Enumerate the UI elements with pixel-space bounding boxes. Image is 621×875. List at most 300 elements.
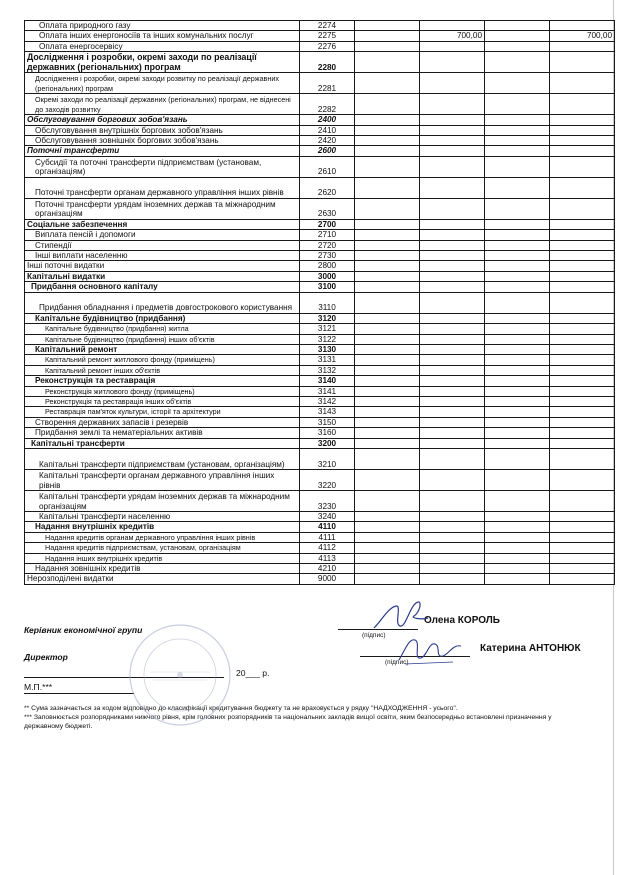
value-col3-cell <box>485 448 550 469</box>
value-col4-cell <box>550 428 615 438</box>
row-name-cell: Придбання землі та нематеріальних активів <box>25 428 300 438</box>
row-code-cell: 2710 <box>300 230 355 240</box>
value-col3-cell <box>485 125 550 135</box>
row-name-cell: Придбання обладнання і предметів довгострокового користування <box>25 292 300 313</box>
value-col3-cell <box>485 376 550 386</box>
value-col1-cell <box>355 334 420 344</box>
value-col4-cell <box>550 292 615 313</box>
table-row <box>25 240 615 250</box>
row-name-cell: Оплата природного газу <box>25 21 300 31</box>
row-code-cell: 2282 <box>300 94 355 115</box>
row-code-cell: 4111 <box>300 532 355 542</box>
signature-scribble-1 <box>370 598 430 636</box>
value-col3-cell <box>485 386 550 396</box>
value-col1-cell <box>355 313 420 323</box>
row-name-cell: Капітальні видатки <box>25 271 300 281</box>
value-col1-cell <box>355 490 420 511</box>
footnote-2: *** Заповнюється розпорядниками нижчого рівня, крім головних розпорядників та національних закладів вищої освіти, яким безпосередньо встановлені призначення у державному бюджеті. <box>24 714 552 730</box>
table-row <box>25 219 615 229</box>
official-stamp-icon <box>125 620 235 730</box>
row-name-cell: Субсидії та поточні трансферти підприємствам (установам, організаціям) <box>25 156 300 177</box>
table-row <box>25 52 615 73</box>
value-col1-cell <box>355 115 420 125</box>
row-code-cell: 2610 <box>300 156 355 177</box>
row-name-cell: Капітальні трансферти <box>25 438 300 448</box>
value-col1-cell <box>355 271 420 281</box>
row-code-cell: 3230 <box>300 490 355 511</box>
value-col1-cell <box>355 428 420 438</box>
row-code-cell: 2620 <box>300 177 355 198</box>
value-col2-cell <box>420 240 485 250</box>
value-col4-cell: 700,00 <box>550 31 615 41</box>
director-label: Директор <box>24 652 68 662</box>
table-row <box>25 271 615 281</box>
value-col1-cell <box>355 417 420 427</box>
value-col1-cell <box>355 251 420 261</box>
table-row <box>25 417 615 427</box>
table-row <box>25 41 615 51</box>
value-col1-cell <box>355 136 420 146</box>
value-col2-cell <box>420 292 485 313</box>
row-code-cell: 2274 <box>300 21 355 31</box>
value-col2-cell <box>420 21 485 31</box>
row-name-cell: Поточні трансферти органам державного управління інших рівнів <box>25 177 300 198</box>
value-col4-cell <box>550 146 615 156</box>
value-col4-cell <box>550 73 615 94</box>
value-col2-cell <box>420 532 485 542</box>
table-row <box>25 261 615 271</box>
row-code-cell: 3220 <box>300 469 355 490</box>
table-row <box>25 490 615 511</box>
table-row <box>25 522 615 532</box>
row-code-cell: 3122 <box>300 334 355 344</box>
value-col1-cell <box>355 574 420 584</box>
row-code-cell: 3132 <box>300 365 355 375</box>
value-col1-cell <box>355 73 420 94</box>
row-name-cell: Реставрація пам'яток культури, історії та архітектури <box>25 407 300 417</box>
row-code-cell: 3000 <box>300 271 355 281</box>
table-row <box>25 230 615 240</box>
value-col4-cell <box>550 553 615 563</box>
value-col3-cell <box>485 490 550 511</box>
value-col2-cell <box>420 334 485 344</box>
value-col1-cell <box>355 292 420 313</box>
value-col4-cell <box>550 376 615 386</box>
value-col1-cell <box>355 355 420 365</box>
value-col3-cell <box>485 261 550 271</box>
value-col4-cell <box>550 271 615 281</box>
value-col4-cell <box>550 94 615 115</box>
row-code-cell: 2420 <box>300 136 355 146</box>
value-col4-cell <box>550 125 615 135</box>
row-code-cell: 2281 <box>300 73 355 94</box>
value-col4-cell <box>550 219 615 229</box>
row-code-cell: 4210 <box>300 564 355 574</box>
signature-caption-2: (підпис) <box>385 659 409 666</box>
row-name-cell: Реконструкція житлового фонду (приміщень) <box>25 386 300 396</box>
value-col1-cell <box>355 386 420 396</box>
value-col2-cell: 700,00 <box>420 31 485 41</box>
row-name-cell: Обслуговування зовнішніх боргових зобов'язань <box>25 136 300 146</box>
row-name-cell: Надання інших внутрішніх кредитів <box>25 553 300 563</box>
value-col3-cell <box>485 417 550 427</box>
row-name-cell: Капітальний ремонт житлового фонду (приміщень) <box>25 355 300 365</box>
value-col3-cell <box>485 355 550 365</box>
table-row <box>25 344 615 354</box>
value-col1-cell <box>355 564 420 574</box>
value-col3-cell <box>485 324 550 334</box>
value-col2-cell <box>420 448 485 469</box>
row-code-cell: 3142 <box>300 396 355 406</box>
row-name-cell: Поточні трансферти урядам іноземних держав та міжнародним організаціям <box>25 198 300 219</box>
table-row <box>25 198 615 219</box>
value-col3-cell <box>485 334 550 344</box>
row-name-cell: Інші виплати населенню <box>25 251 300 261</box>
value-col2-cell <box>420 282 485 292</box>
row-name-cell: Придбання основного капіталу <box>25 282 300 292</box>
row-name-cell: Окремі заходи по реалізації державних (регіональних) програм, не віднесені до заходів розвитку <box>25 94 300 115</box>
value-col2-cell <box>420 177 485 198</box>
value-col2-cell <box>420 115 485 125</box>
value-col4-cell <box>550 21 615 31</box>
value-col3-cell <box>485 52 550 73</box>
row-name-cell: Капітальні трансферти урядам іноземних держав та міжнародним організаціям <box>25 490 300 511</box>
value-col3-cell <box>485 438 550 448</box>
row-code-cell: 3140 <box>300 376 355 386</box>
value-col2-cell <box>420 125 485 135</box>
value-col3-cell <box>485 365 550 375</box>
value-col4-cell <box>550 543 615 553</box>
value-col2-cell <box>420 407 485 417</box>
table-row <box>25 136 615 146</box>
row-name-cell: Капітальне будівництво (придбання) житла <box>25 324 300 334</box>
value-col3-cell <box>485 156 550 177</box>
value-col3-cell <box>485 41 550 51</box>
value-col4-cell <box>550 156 615 177</box>
value-col2-cell <box>420 344 485 354</box>
value-col1-cell <box>355 156 420 177</box>
value-col1-cell <box>355 31 420 41</box>
value-col2-cell <box>420 41 485 51</box>
value-col3-cell <box>485 574 550 584</box>
value-col4-cell <box>550 344 615 354</box>
value-col4-cell <box>550 522 615 532</box>
row-code-cell: 4113 <box>300 553 355 563</box>
value-col2-cell <box>420 574 485 584</box>
value-col1-cell <box>355 344 420 354</box>
value-col3-cell <box>485 251 550 261</box>
value-col2-cell <box>420 386 485 396</box>
table-row <box>25 313 615 323</box>
value-col2-cell <box>420 564 485 574</box>
value-col4-cell <box>550 574 615 584</box>
row-code-cell: 3160 <box>300 428 355 438</box>
table-row <box>25 564 615 574</box>
value-col3-cell <box>485 115 550 125</box>
mp-label: М.П.*** <box>24 682 53 692</box>
value-col4-cell <box>550 177 615 198</box>
value-col3-cell <box>485 146 550 156</box>
row-name-cell: Капітальний ремонт <box>25 344 300 354</box>
value-col2-cell <box>420 52 485 73</box>
row-code-cell: 2400 <box>300 115 355 125</box>
person-name-2: Катерина АНТОНЮК <box>480 643 581 654</box>
value-col3-cell <box>485 532 550 542</box>
value-col2-cell <box>420 469 485 490</box>
value-col2-cell <box>420 136 485 146</box>
value-col4-cell <box>550 396 615 406</box>
row-code-cell: 3110 <box>300 292 355 313</box>
row-name-cell: Надання внутрішніх кредитів <box>25 522 300 532</box>
row-name-cell: Реконструкція та реставрація <box>25 376 300 386</box>
row-name-cell: Капітальне будівництво (придбання) <box>25 313 300 323</box>
value-col1-cell <box>355 396 420 406</box>
row-code-cell: 3240 <box>300 511 355 521</box>
value-col1-cell <box>355 282 420 292</box>
table-row <box>25 386 615 396</box>
value-col4-cell <box>550 313 615 323</box>
row-code-cell: 2700 <box>300 219 355 229</box>
value-col2-cell <box>420 251 485 261</box>
row-name-cell: Оплата інших енергоносіїв та інших комунальних послуг <box>25 31 300 41</box>
row-code-cell: 2276 <box>300 41 355 51</box>
table-row <box>25 438 615 448</box>
value-col1-cell <box>355 376 420 386</box>
table-row <box>25 73 615 94</box>
table-row <box>25 94 615 115</box>
row-code-cell: 3120 <box>300 313 355 323</box>
row-code-cell: 3210 <box>300 448 355 469</box>
value-col2-cell <box>420 365 485 375</box>
signature-scribble-2 <box>395 632 465 668</box>
value-col1-cell <box>355 543 420 553</box>
value-col4-cell <box>550 438 615 448</box>
value-col2-cell <box>420 324 485 334</box>
value-col1-cell <box>355 230 420 240</box>
row-name-cell: Капітальний ремонт інших об'єктів <box>25 365 300 375</box>
value-col4-cell <box>550 564 615 574</box>
value-col3-cell <box>485 522 550 532</box>
date-suffix: 20___ р. <box>236 668 270 678</box>
table-row <box>25 376 615 386</box>
value-col4-cell <box>550 324 615 334</box>
value-col4-cell <box>550 251 615 261</box>
value-col2-cell <box>420 417 485 427</box>
value-col1-cell <box>355 177 420 198</box>
table-row <box>25 292 615 313</box>
value-col2-cell <box>420 438 485 448</box>
table-row <box>25 355 615 365</box>
value-col2-cell <box>420 313 485 323</box>
row-name-cell: Поточні трансферти <box>25 146 300 156</box>
row-name-cell: Реконструкція та реставрація інших об'єктів <box>25 396 300 406</box>
table-row <box>25 334 615 344</box>
row-code-cell: 3143 <box>300 407 355 417</box>
value-col3-cell <box>485 282 550 292</box>
value-col3-cell <box>485 240 550 250</box>
row-code-cell: 3130 <box>300 344 355 354</box>
footnote-1: ** Сума зазначається за кодом відповідно до класифікації кредитування бюджету та не враховується у рядку "НАДХОДЖЕННЯ - усього". <box>24 705 458 712</box>
value-col3-cell <box>485 428 550 438</box>
value-col1-cell <box>355 52 420 73</box>
value-col2-cell <box>420 428 485 438</box>
value-col4-cell <box>550 41 615 51</box>
value-col4-cell <box>550 136 615 146</box>
row-code-cell: 3141 <box>300 386 355 396</box>
value-col1-cell <box>355 448 420 469</box>
value-col1-cell <box>355 407 420 417</box>
value-col1-cell <box>355 438 420 448</box>
row-name-cell: Стипендії <box>25 240 300 250</box>
value-col2-cell <box>420 146 485 156</box>
value-col3-cell <box>485 219 550 229</box>
table-row <box>25 156 615 177</box>
value-col1-cell <box>355 146 420 156</box>
value-col4-cell <box>550 261 615 271</box>
value-col2-cell <box>420 511 485 521</box>
value-col4-cell <box>550 240 615 250</box>
value-col1-cell <box>355 532 420 542</box>
row-code-cell: 3150 <box>300 417 355 427</box>
value-col4-cell <box>550 386 615 396</box>
head-econ-label: Керівник економічної групи <box>24 625 143 635</box>
table-row <box>25 31 615 41</box>
table-row <box>25 469 615 490</box>
row-name-cell: Нерозподілені видатки <box>25 574 300 584</box>
row-name-cell: Інші поточні видатки <box>25 261 300 271</box>
value-col4-cell <box>550 334 615 344</box>
value-col4-cell <box>550 511 615 521</box>
row-code-cell: 2600 <box>300 146 355 156</box>
row-name-cell: Обслуговування внутрішніх боргових зобов'язань <box>25 125 300 135</box>
value-col4-cell <box>550 198 615 219</box>
value-col3-cell <box>485 198 550 219</box>
value-col2-cell <box>420 355 485 365</box>
row-code-cell: 3131 <box>300 355 355 365</box>
value-col1-cell <box>355 219 420 229</box>
table-row <box>25 21 615 31</box>
value-col1-cell <box>355 365 420 375</box>
row-name-cell: Надання кредитів підприємствам, установам, організаціям <box>25 543 300 553</box>
value-col2-cell <box>420 156 485 177</box>
table-row <box>25 553 615 563</box>
value-col4-cell <box>550 469 615 490</box>
row-name-cell: Виплата пенсій і допомоги <box>25 230 300 240</box>
value-col4-cell <box>550 355 615 365</box>
value-col3-cell <box>485 313 550 323</box>
table-row <box>25 511 615 521</box>
table-row <box>25 448 615 469</box>
value-col3-cell <box>485 94 550 115</box>
value-col2-cell <box>420 543 485 553</box>
value-col2-cell <box>420 219 485 229</box>
value-col1-cell <box>355 41 420 51</box>
value-col3-cell <box>485 21 550 31</box>
value-col3-cell <box>485 344 550 354</box>
row-code-cell: 4110 <box>300 522 355 532</box>
table-row <box>25 532 615 542</box>
value-col4-cell <box>550 532 615 542</box>
value-col1-cell <box>355 240 420 250</box>
value-col3-cell <box>485 407 550 417</box>
row-code-cell: 2630 <box>300 198 355 219</box>
value-col3-cell <box>485 553 550 563</box>
value-col1-cell <box>355 21 420 31</box>
row-name-cell: Оплата енергосервісу <box>25 41 300 51</box>
value-col3-cell <box>485 31 550 41</box>
value-col3-cell <box>485 543 550 553</box>
value-col4-cell <box>550 448 615 469</box>
value-col4-cell <box>550 115 615 125</box>
table-row <box>25 146 615 156</box>
row-name-cell: Соціальне забезпечення <box>25 219 300 229</box>
row-code-cell: 3121 <box>300 324 355 334</box>
table-row <box>25 543 615 553</box>
mp-line <box>24 693 134 694</box>
table-row <box>25 177 615 198</box>
row-code-cell: 4112 <box>300 543 355 553</box>
value-col2-cell <box>420 198 485 219</box>
value-col1-cell <box>355 261 420 271</box>
value-col1-cell <box>355 125 420 135</box>
person-name-1: Олена КОРОЛЬ <box>424 615 500 626</box>
value-col2-cell <box>420 396 485 406</box>
row-name-cell: Надання зовнішніх кредитів <box>25 564 300 574</box>
row-name-cell: Створення державних запасів і резервів <box>25 417 300 427</box>
row-code-cell: 2800 <box>300 261 355 271</box>
value-col3-cell <box>485 177 550 198</box>
signature-caption-1: (підпис) <box>362 632 386 639</box>
row-code-cell: 3200 <box>300 438 355 448</box>
table-row <box>25 428 615 438</box>
value-col1-cell <box>355 469 420 490</box>
row-code-cell: 3100 <box>300 282 355 292</box>
table-row <box>25 407 615 417</box>
value-col3-cell <box>485 564 550 574</box>
value-col2-cell <box>420 94 485 115</box>
table-row <box>25 365 615 375</box>
value-col3-cell <box>485 469 550 490</box>
value-col2-cell <box>420 271 485 281</box>
value-col3-cell <box>485 271 550 281</box>
table-row <box>25 282 615 292</box>
row-code-cell: 9000 <box>300 574 355 584</box>
table-row <box>25 251 615 261</box>
value-col4-cell <box>550 490 615 511</box>
value-col3-cell <box>485 396 550 406</box>
value-col1-cell <box>355 324 420 334</box>
row-name-cell: Капітальні трансферти підприємствам (установам, організаціям) <box>25 448 300 469</box>
value-col2-cell <box>420 376 485 386</box>
table-row <box>25 115 615 125</box>
value-col4-cell <box>550 407 615 417</box>
value-col3-cell <box>485 230 550 240</box>
value-col4-cell <box>550 365 615 375</box>
value-col1-cell <box>355 94 420 115</box>
table-row <box>25 396 615 406</box>
value-col1-cell <box>355 198 420 219</box>
row-name-cell: Капітальне будівництво (придбання) інших об'єктів <box>25 334 300 344</box>
row-code-cell: 2275 <box>300 31 355 41</box>
row-name-cell: Обслуговування боргових зобов'язань <box>25 115 300 125</box>
value-col1-cell <box>355 522 420 532</box>
row-name-cell: Дослідження і розробки, окремі заходи розвитку по реалізації державних (регіональних) програм <box>25 73 300 94</box>
row-name-cell: Дослідження і розробки, окремі заходи по реалізації державних (регіональних) програм <box>25 52 300 73</box>
table-row <box>25 574 615 584</box>
table-row <box>25 324 615 334</box>
value-col4-cell <box>550 417 615 427</box>
row-code-cell: 2410 <box>300 125 355 135</box>
